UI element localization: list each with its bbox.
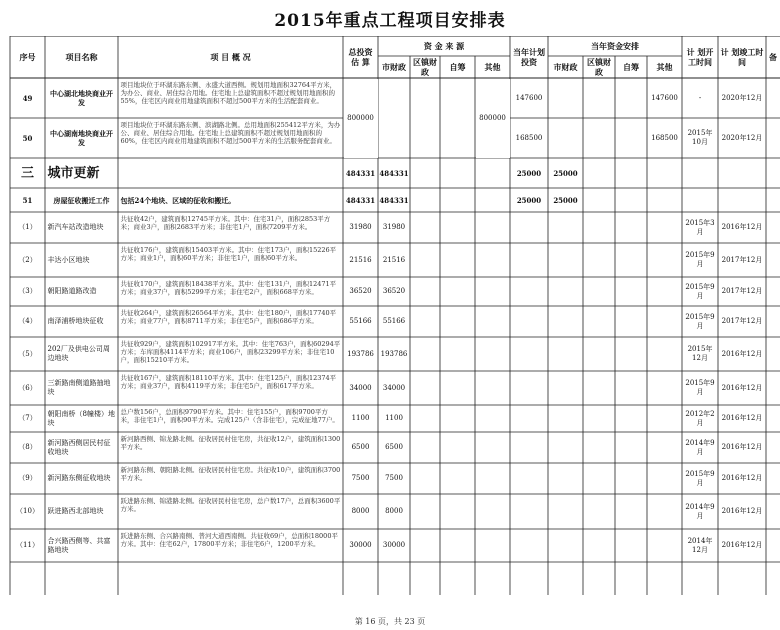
subrow-end: 2016年12月 xyxy=(721,541,763,549)
subrow-start: 2015年12月 xyxy=(687,345,713,362)
subrow-end: 2016年12月 xyxy=(721,507,763,515)
subrow-desc: 共征收42户，建筑面积12745平方米。其中：住宅31户，面积2853平方米；商业3户，面积2683平方米；非住宅1户，面积7209平方米。 xyxy=(120,214,331,231)
header-funds: 资 金 来 源 xyxy=(423,41,465,51)
header-end: 计 划竣工时间 xyxy=(720,47,764,67)
subrow-end: 2016年12月 xyxy=(721,443,763,451)
subrow-total: 31980 xyxy=(349,223,372,231)
header-start: 计 划开工时间 xyxy=(686,47,714,67)
row-plan: 168500 xyxy=(515,133,543,142)
subrow-desc: 共征收929户，建筑面积102917平方米。其中：住宅763户，面积60294平方米；车库面积4114平方米；商业106户，面积23299平方米；非住宅10户，面积15210平方米。 xyxy=(120,339,341,365)
subrow-name: 202厂及供电公司周边地块 xyxy=(47,345,110,362)
subrow-desc: 总户数156户，总面积9790平方米。其中：住宅155户，面积9700平方米，非住宅1户，面积90平方米。完成125户（含非住宅），完成征地77户。 xyxy=(120,407,339,424)
subrow-total: 6500 xyxy=(351,443,370,451)
subrow-name: 合兴路西侧等、共富路地块 xyxy=(47,536,111,554)
row-desc: 项目地块位于环湖东路东侧、永盛大道西侧。规划用地面积32764平方米，为办公、商业、居住综合用地。住宅地上总建筑面积不超过规划用地面积的55%，住宅区内商业用地建筑面积不超过500平方米的生活配套商业。 xyxy=(120,80,337,106)
subrow-start: 2015年3月 xyxy=(685,218,715,236)
subrow-city: 6500 xyxy=(385,443,403,451)
subrow-desc: 跃进路东侧、合兴路南侧、普河大道西南侧。共征收69户，总面积18000平方米。其中：住宅62户，17800平方米；非住宅6户，1200平方米。 xyxy=(120,531,338,548)
subrow-total: 36520 xyxy=(349,287,372,295)
header-fund-1: 区镇财政 xyxy=(413,57,437,77)
header-name: 项目名称 xyxy=(65,52,98,62)
row-year-city: 25000 xyxy=(553,195,578,205)
subrow-city: 1100 xyxy=(385,414,403,422)
subrow-name: 丰达小区地块 xyxy=(47,255,90,264)
subrow-city: 55166 xyxy=(382,317,406,325)
subrow-desc: 新河路西侧、锦龙路北侧。征收居民村住宅房，共征收12户，建筑面积1300平方米。 xyxy=(120,434,341,451)
subrow-city: 21516 xyxy=(382,255,406,264)
header-fund-0: 市财政 xyxy=(382,62,406,72)
subrow-seq: （1） xyxy=(18,223,37,231)
merged-other: 800000 xyxy=(476,79,510,158)
header-extra: 备 xyxy=(769,52,777,62)
subrow-total: 1100 xyxy=(351,414,370,422)
subrow-start: 2014年9月 xyxy=(685,438,715,456)
row-seq: 49 xyxy=(22,93,33,103)
subrow-seq: （10） xyxy=(16,507,39,515)
row-end: 2020年12月 xyxy=(721,93,763,102)
row-city: 484331 xyxy=(379,195,409,205)
subrow-desc: 共征收176户，建筑面积15403平方米。其中：住宅173户，面积15226平方米；商业1户，面积60平方米；非住宅1户，面积60平方米。 xyxy=(120,245,337,262)
subrow-seq: （8） xyxy=(18,443,37,451)
header-fund-3: 其他 xyxy=(484,62,501,72)
subrow-end: 2016年12月 xyxy=(721,349,763,358)
subrow-seq: （4） xyxy=(18,317,37,325)
row-name: 房屋征收搬迁工作 xyxy=(53,195,110,205)
subrow-end: 2016年12月 xyxy=(721,474,763,482)
subrow-start: 2015年9月 xyxy=(685,251,715,268)
row-end: 2020年12月 xyxy=(721,133,763,142)
subrow-city: 36520 xyxy=(382,287,406,295)
page-footer: 第 16 页，共 23 页 xyxy=(354,617,426,626)
row-start: - xyxy=(698,93,702,102)
subrow-start: 2014年12月 xyxy=(687,536,713,554)
subrow-start: 2014年9月 xyxy=(685,502,715,520)
subrow-desc: 共征收264户，建筑面积26564平方米。其中：住宅180户，面积17740平方米；商业77户，面积8711平方米；非住宅5户，面积686平方米。 xyxy=(120,308,337,325)
header-year-fund-3: 其他 xyxy=(656,62,673,72)
project-table xyxy=(0,36,780,595)
row-desc: 包括24个地块、区域的征收和搬迁。 xyxy=(120,195,236,205)
subrow-city: 8000 xyxy=(385,507,403,515)
subrow-city: 30000 xyxy=(382,541,406,549)
subrow-end: 2016年12月 xyxy=(721,383,763,392)
subrow-total: 193786 xyxy=(347,349,374,358)
header-total: 总投资估 算 xyxy=(348,47,373,67)
subrow-name: 朝阳南桥（8幢楼）地块 xyxy=(47,409,115,427)
subrow-name: 跃进路西北部地块 xyxy=(47,507,104,515)
subrow-seq: （5） xyxy=(18,349,37,358)
subrow-start: 2015年9月 xyxy=(685,379,715,396)
subrow-total: 30000 xyxy=(349,541,372,549)
section-seq: 三 xyxy=(20,165,34,181)
subrow-seq: （6） xyxy=(18,383,37,392)
row-plan: 25000 xyxy=(516,195,542,205)
row-seq: 51 xyxy=(22,195,33,205)
subrow-total: 7500 xyxy=(351,474,370,482)
subrow-total: 21516 xyxy=(349,255,372,264)
subrow-seq: （7） xyxy=(18,414,37,422)
subrow-start: 2015年9月 xyxy=(685,312,715,330)
section-year-city: 25000 xyxy=(553,168,578,178)
subrow-city: 7500 xyxy=(385,474,403,482)
merged-total: 800000 xyxy=(344,79,378,158)
row-seq: 50 xyxy=(22,133,33,143)
section-total: 484331 xyxy=(345,168,376,178)
subrow-name: 新汽车站改造地块 xyxy=(47,223,104,231)
header-year-fund-1: 区镇财政 xyxy=(587,57,611,77)
row-desc: 项目地块位于环湖东路东侧、滨湖路北侧。总用地面积255412平方米，为办公、商业、居住综合用地。住宅地上总建筑面积不超过规划用地面积的60%，住宅区内商业用地建筑面积不超过500平方米的生活服务配套商业。 xyxy=(120,120,341,146)
subrow-city: 193786 xyxy=(380,349,408,358)
subrow-desc: 新河路东侧、朝阳路北侧。征收居民村住宅房。共征收10户，建筑面积3700平方米。 xyxy=(120,465,341,482)
header-fund-2: 自筹 xyxy=(449,62,466,72)
page-title: 2015年重点工程项目安排表 xyxy=(274,11,506,31)
section-plan: 25000 xyxy=(516,168,542,178)
section-city: 484331 xyxy=(379,168,409,178)
subrow-seq: （11） xyxy=(16,541,39,549)
row-total: 484331 xyxy=(345,195,376,205)
subrow-desc: 共征收170户，建筑面积18438平方米。其中：住宅131户，面积12471平方米；商业37户，面积5299平方米；非住宅2户，面积668平方米。 xyxy=(120,279,337,296)
row-name: 中心湖南地块商业开发 xyxy=(50,129,113,147)
subrow-start: 2012年2月 xyxy=(685,409,715,427)
subrow-start: 2015年9月 xyxy=(685,469,715,487)
row-name: 中心湖北地块商业开发 xyxy=(50,89,113,107)
subrow-end: 2017年12月 xyxy=(721,255,763,264)
subrow-total: 8000 xyxy=(351,507,370,515)
subrow-end: 2017年12月 xyxy=(721,287,763,295)
row-plan: 147600 xyxy=(515,93,543,102)
header-seq: 序号 xyxy=(19,52,36,62)
subrow-desc: 跃进路东侧、锦港路北侧。征收居民村住宅房，总户数17户，总面积3600平方米。 xyxy=(120,496,341,513)
subrow-name: 三新路南侧道路抽地块 xyxy=(47,379,111,396)
subrow-seq: （3） xyxy=(18,287,37,295)
subrow-seq: （2） xyxy=(18,255,37,264)
subrow-name: 朝阳路道路改造 xyxy=(47,287,97,295)
row-start: 2015年10月 xyxy=(687,129,713,146)
subrow-start: 2015年9月 xyxy=(685,282,715,300)
subrow-name: 新河路东侧征收地块 xyxy=(47,474,111,482)
subrow-end: 2016年12月 xyxy=(721,223,763,231)
section-name: 城市更新 xyxy=(47,165,100,181)
header-overview: 项 目 概 况 xyxy=(210,52,251,62)
subrow-end: 2016年12月 xyxy=(721,414,763,422)
header-year-fund-0: 市财政 xyxy=(553,62,578,72)
header-year-fund-2: 自筹 xyxy=(623,62,639,72)
header-plan-invest: 当年计划投资 xyxy=(513,47,545,67)
subrow-name: 新河路西侧居民村征收地块 xyxy=(47,438,111,456)
subrow-seq: （9） xyxy=(18,474,37,482)
subrow-total: 34000 xyxy=(349,383,372,392)
row-year-other: 147600 xyxy=(651,93,678,102)
subrow-city: 34000 xyxy=(382,383,406,392)
subrow-desc: 共征收167户，建筑面积18110平方米。其中：住宅125户，面积12374平方米；商业37户，面积4119平方米；非住宅5户，面积617平方米。 xyxy=(120,373,337,390)
subrow-total: 55166 xyxy=(349,317,372,325)
subrow-name: 南泽浦桥地块征收 xyxy=(47,317,104,325)
subrow-city: 31980 xyxy=(382,223,406,231)
header-year-funds: 当年资金安排 xyxy=(591,41,639,51)
row-year-other: 168500 xyxy=(651,133,678,142)
subrow-end: 2017年12月 xyxy=(721,317,763,325)
